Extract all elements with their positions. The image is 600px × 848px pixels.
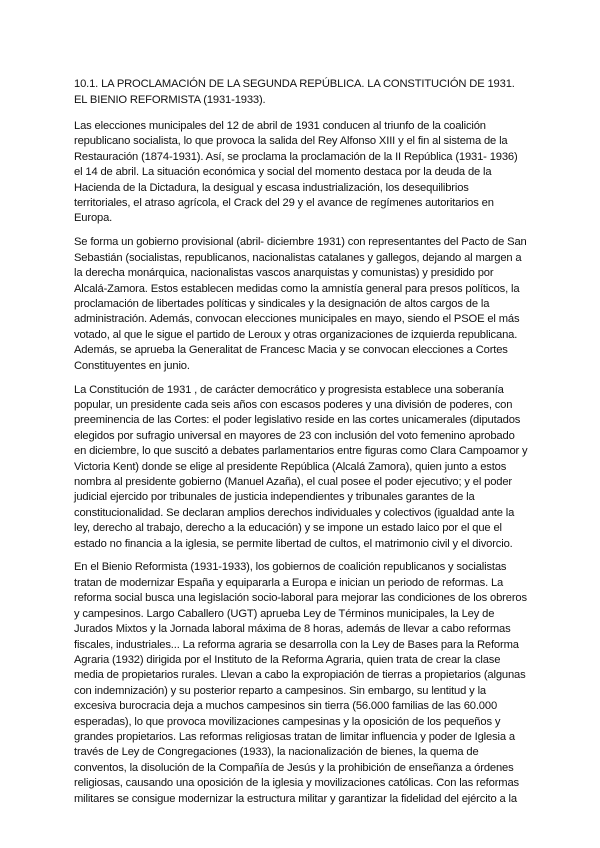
- paragraph-line: elegidos por sufragio universal en mayores de 23 con inclusión del voto femenino aprobado: [74, 429, 515, 442]
- paragraph-line: religiosas, causando una oposición de la iglesia y movilizaciones católicas. Con las reformas: [74, 777, 519, 790]
- paragraph-line: popular, un presidente cada seis años con escasos poderes y una división de poderes, con: [74, 398, 513, 411]
- paragraph: [74, 119, 526, 227]
- paragraph-line: en diciembre, lo que suscitó a debates parlamentarios entre figuras como Clara Campoamor y: [74, 445, 528, 458]
- paragraph-line: Victoria Kent) donde se elige al presidente República (Alcalá Zamora), quien junto a estos: [74, 460, 507, 473]
- paragraph-line: militares se consigue modernizar la estructura militar y garantizar la fidelidad del ejército a la: [74, 792, 517, 805]
- paragraph-line: Agraria (1932) dirigida por el Instituto de la Reforma Agraria, quien trata de crear la clase: [74, 653, 501, 666]
- paragraph-line: En el Bienio Reformista (1931-1933), los gobiernos de coalición republicanos y socialistas: [74, 561, 507, 574]
- paragraph-line: Constituyentes en junio.: [74, 359, 190, 372]
- paragraph-line: conventos, la disolución de la Compañía de Jesús y la prohibición de enseñanza a órdenes: [74, 761, 514, 774]
- paragraph-line: proclamación de libertades políticas y sindicales y la designación de altos cargos de la: [74, 297, 490, 310]
- paragraph-line: administración. Además, convocan elecciones municipales en mayo, siendo el PSOE el más: [74, 313, 520, 326]
- document-title: [74, 77, 526, 108]
- paragraph-line: con indemnización) y su posterior reparto a campesinos. Sin embargo, su lentitud y la: [74, 684, 486, 697]
- paragraph-line: Europa.: [74, 212, 113, 225]
- paragraph-line: Sebastián (socialistas, republicanos, nacionalistas catalanes y gallegos, dejando al margen a: [74, 251, 522, 264]
- paragraph-line: y campesinos. Largo Caballero (UGT) aprueba Ley de Términos municipales, la Ley de: [74, 607, 495, 620]
- paragraph-line: judicial ejercido por tribunales de justicia independientes y tribunales garantes de la: [74, 491, 475, 504]
- paragraph-line: votado, al que le sigue el partido de Leroux y otras organizaciones de izquierda republicana.: [74, 328, 518, 341]
- paragraph: [74, 560, 526, 807]
- paragraph-line: Jurados Mixtos y la Jornada laboral máxima de 8 horas, además de llevar a cabo reformas: [74, 623, 511, 636]
- paragraph-line: Las elecciones municipales del 12 de abril de 1931 conducen al triunfo de la coalición: [74, 120, 486, 132]
- paragraph-line: constitucionalidad. Se declaran amplios derechos individuales y colectivos (igualdad ante la: [74, 506, 515, 519]
- paragraph-line: Además, se aprueba la Generalitat de Francesc Macia y se convocan elecciones a Cortes: [74, 344, 508, 357]
- paragraph-line: Hacienda de la Dictadura, la desigual y escasa industrialización, los desequilibrios: [74, 181, 469, 194]
- paragraph-line: ley, derecho al trabajo, derecho a la educación) y se impone un estado laico por el que el: [74, 522, 502, 535]
- paragraph: [74, 383, 526, 552]
- paragraph-line: la derecha monárquica, nacionalistas vascos anarquistas y comunistas) y presidido por: [74, 267, 494, 280]
- paragraph: [74, 235, 526, 374]
- paragraph-line: nombra al presidente gobierno (Manuel Azaña), el cual posee el poder ejecutivo; y el poder: [74, 475, 513, 488]
- paragraph-line: Se forma un gobierno provisional (abril- diciembre 1931) con representantes del Pacto de San: [74, 236, 527, 249]
- paragraph-line: esperadas), lo que provoca movilizaciones campesinas y la oposición de los pequeños y: [74, 715, 501, 728]
- paragraph-line: Restauración (1874-1931). Así, se proclama la proclamación de la II República (1931- 1936): [74, 150, 518, 163]
- title-line: 10.1. LA PROCLAMACIÓN DE LA SEGUNDA REPÚBLICA. LA CONSTITUCIÓN DE 1931.: [74, 78, 515, 90]
- paragraph-line: través de Ley de Congregaciones (1933), la nacionalización de bienes, la quema de: [74, 746, 479, 759]
- paragraph-line: excesiva burocracia deja a muchos campesinos sin tierra (56.000 familias de las 60.000: [74, 700, 498, 713]
- paragraph-line: territoriales, el atraso agrícola, el Crack del 29 y el avance de regímenes autoritarios en: [74, 197, 494, 210]
- paragraph-line: grandes propietarios. Las reformas religiosas tratan de limitar influencia y poder de Iglesia a: [74, 730, 515, 743]
- paragraph-line: preeminencia de las Cortes: el poder legislativo reside en las cortes unicamerales (diputados: [74, 414, 521, 427]
- paragraph-line: el 14 de abril. La situación económica y social del momento destaca por la deuda de la: [74, 166, 492, 179]
- paragraph-line: Alcalá-Zamora. Estos establecen medidas como la amnistía general para presos políticos, la: [74, 282, 520, 295]
- paragraph-line: tratan de modernizar España y equipararla a Europa e inician un periodo de reformas. La: [74, 576, 504, 589]
- paragraph-line: estado no financia a la iglesia, se permite libertad de cultos, el matrimonio civil y el divorcio.: [74, 537, 513, 550]
- document-body: [74, 119, 526, 807]
- paragraph-line: reforma social busca una legislación socio-laboral para mejorar las condiciones de los obreros: [74, 592, 527, 605]
- paragraph-line: La Constitución de 1931 , de carácter democrático y progresista establece una soberanía: [74, 383, 504, 396]
- title-line: EL BIENIO REFORMISTA (1931-1933).: [74, 93, 266, 106]
- paragraph-line: fiscales, industriales... La reforma agraria se desarrolla con la Ley de Bases para la Reforma: [74, 638, 519, 651]
- paragraph-line: media de propietarios rurales. Llevan a cabo la expropiación de tierras a propietarios (algunas: [74, 669, 526, 682]
- paragraph-line: republicano socialista, lo que provoca la salida del Rey Alfonso XIII y el fin al sistema de la: [74, 135, 508, 148]
